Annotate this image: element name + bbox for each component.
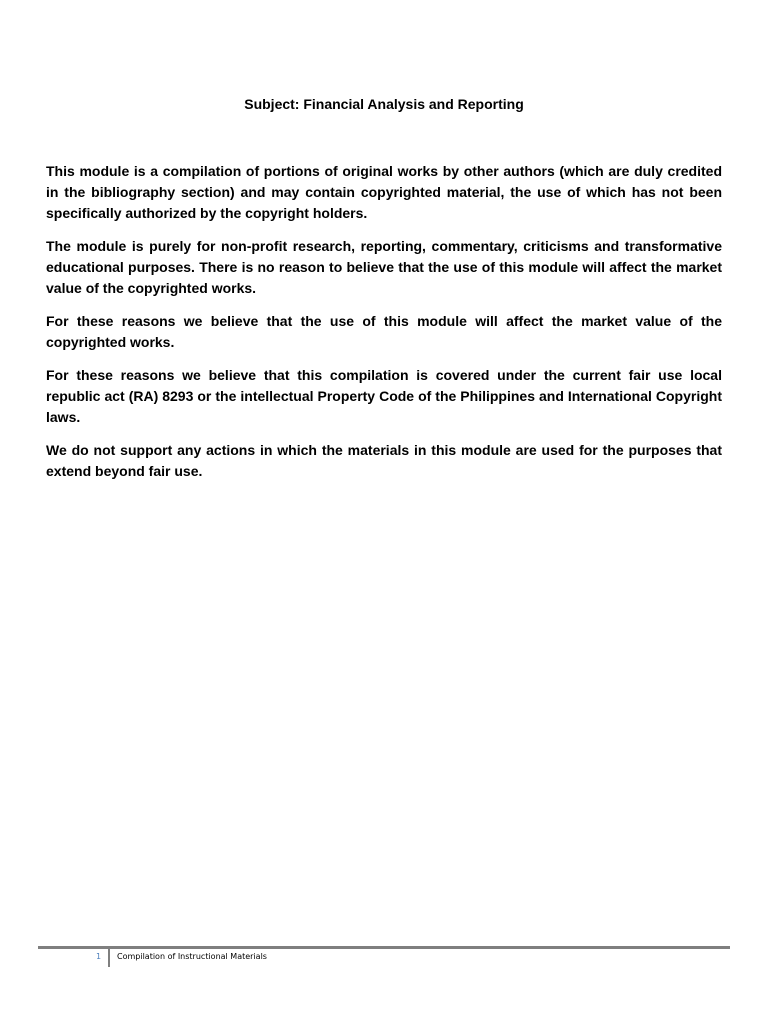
footer-divider [108, 949, 110, 967]
paragraph-fair-use-law: For these reasons we believe that this compilation is covered under the current fair use local republic act (RA) 8293 or the intellectual Property Code of the Philippines and International Copyright laws. [46, 367, 722, 425]
footer-title: Compilation of Instructional Materials [117, 952, 267, 961]
page-footer [38, 949, 730, 969]
subject-heading: Subject: Financial Analysis and Reporting [244, 96, 524, 112]
paragraph-no-support: We do not support any actions in which the materials in this module are used for the purposes that extend beyond fair use. [46, 442, 722, 479]
disclaimer-body [46, 161, 722, 494]
paragraph-market-value: For these reasons we believe that the use of this module will affect the market value of the copyrighted works. [46, 313, 722, 350]
paragraph-purpose: The module is purely for non-profit research, reporting, commentary, criticisms and transformative educational purposes. There is no reason to believe that the use of this module will affect the market value of the copyrighted works. [46, 238, 722, 296]
paragraph-compilation: This module is a compilation of portions of original works by other authors (which are duly credited in the bibliography section) and may contain copyrighted material, the use of which has not been specifically authorized by the copyright holders. [46, 163, 722, 221]
page-number: 1 [96, 952, 102, 961]
